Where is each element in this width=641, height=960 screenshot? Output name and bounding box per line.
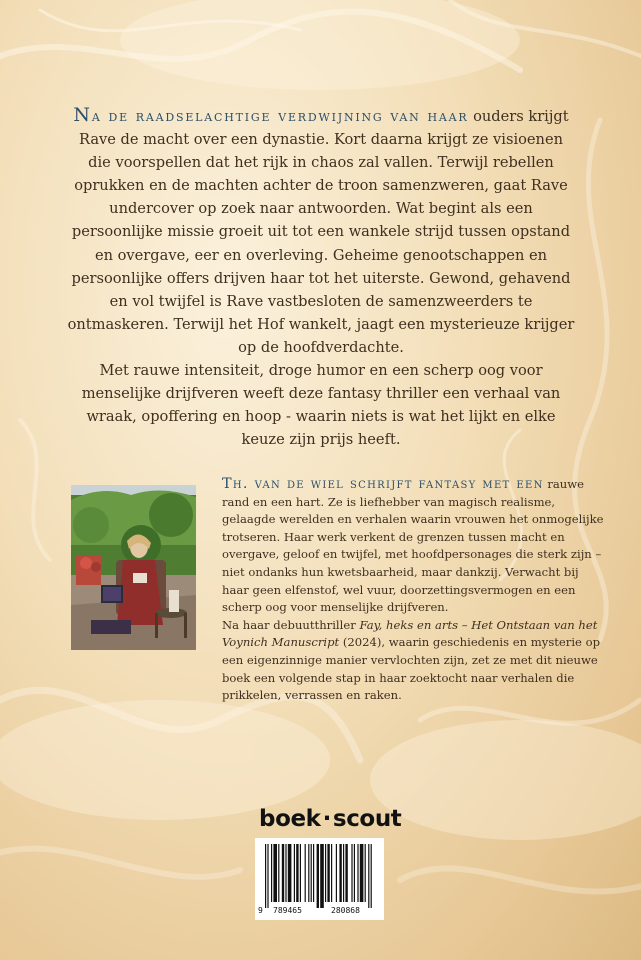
bio-body: rauwe rand en een hart. Ze is liefhebber van magisch realisme, gelaagde werelden en verhalen waarin vrouwen het onmogelijke trotseren. Haar werk verkent de grenzen tussen macht en overgave, geloof en twijfel, met hoofdpersonages die sterk zijn – niet ondanks hun kwetsbaarheid, maar dankzij. Verwacht bij haar geen elfenstof, wel vuur, doorzettingsvermogen en een scherp oog voor menselijke drijfveren. (222, 477, 604, 615)
barcode-bar (282, 844, 284, 902)
barcode-bar (305, 844, 306, 902)
barcode-bar (288, 844, 292, 902)
barcode-bar (365, 844, 366, 902)
barcode-bar (308, 844, 309, 902)
barcode-bar (271, 844, 272, 902)
barcode-bar (296, 844, 298, 902)
barcode-bar (278, 844, 279, 902)
barcode-bar (354, 844, 355, 902)
barcode-bar (339, 844, 341, 902)
author-photo (71, 485, 196, 650)
barcode-bar (357, 844, 358, 902)
author-bio (222, 476, 607, 705)
barcode-first-digit: 9 (258, 906, 263, 915)
barcode-bar (343, 844, 344, 902)
barcode-bar (311, 844, 312, 902)
barcode-digits (255, 906, 384, 919)
barcode-bar (267, 844, 268, 908)
barcode-bar (320, 844, 324, 908)
blurb-paragraph-2: Met rauwe intensiteit, droge humor en een scherp oog voor menselijke drijfveren weeft deze fantasy thriller een verhaal van wraak, opoffering en hoop - waarin niets is wat het lijkt en elke keuze zijn prijs heeft. (81, 362, 561, 449)
barcode-bar (368, 844, 369, 908)
barcode-bar (360, 844, 364, 902)
bio-lead-in: Th. van de wiel schrijft fantasy met een (222, 476, 544, 492)
isbn-barcode (255, 838, 384, 920)
blurb-paragraph-1 (66, 104, 576, 359)
barcode-bar (300, 844, 301, 902)
barcode-bars (255, 838, 384, 908)
barcode-group-1: 789465 (273, 906, 302, 915)
blurb-lead-in: Na de raadselachtige verdwijning van haar (73, 104, 469, 126)
blurb-body: ouders krijgt Rave de macht over een dynastie. Kort daarna krijgt ze visioenen die voorspellen dat het rijk in chaos zal vallen. Terwijl rebellen oprukken en de machten achter de troon samenzweren, gaat Rave undercover op zoek naar antwoorden. Wat begint als een persoonlijke missie groeit uit tot een wankele strijd tussen opstand en overgave, eer en overleving. Geheime genootschappen en persoonlijke offers drijven haar tot het uiterste. Gewond, gehavend en vol twijfel is Rave vastbesloten de samenzweerders te ontmaskeren. Terwijl het Hof wankelt, jaagt een mysterieuze krijger op de hoofdverdachte. (67, 108, 575, 356)
book-blurb (66, 104, 576, 451)
barcode-bar (325, 844, 326, 902)
barcode-bar (313, 844, 314, 902)
barcode-bar (327, 844, 329, 902)
barcode-bar (345, 844, 347, 902)
bio-paragraph-2: Na haar debuutthriller Fay, heks en arts – Het Ontstaan van het Voynich Manuscript (2024), waarin geschiedenis en mysterie op een eigenzinnige manier vervlochten zijn, zet ze met dit nieuwe boek een volgende stap in haar zoektocht naar verhalen die prikkelen, verrassen en raken. (222, 617, 600, 703)
publisher-logo: boek·scout (259, 806, 402, 832)
barcode-group-2: 280868 (331, 906, 360, 915)
barcode-bar (285, 844, 286, 902)
barcode-bar (317, 844, 319, 908)
bio-paragraph-1 (222, 476, 607, 617)
barcode-bar (351, 844, 352, 902)
barcode-bar (331, 844, 332, 902)
debut-book-title: Fay, heks en arts – Het Ontstaan van het Voynich Manuscript (222, 617, 598, 650)
barcode-bar (273, 844, 277, 902)
barcode-bar (265, 844, 266, 908)
barcode-bar (336, 844, 337, 902)
barcode-bar (371, 844, 372, 908)
barcode-bar (294, 844, 295, 902)
